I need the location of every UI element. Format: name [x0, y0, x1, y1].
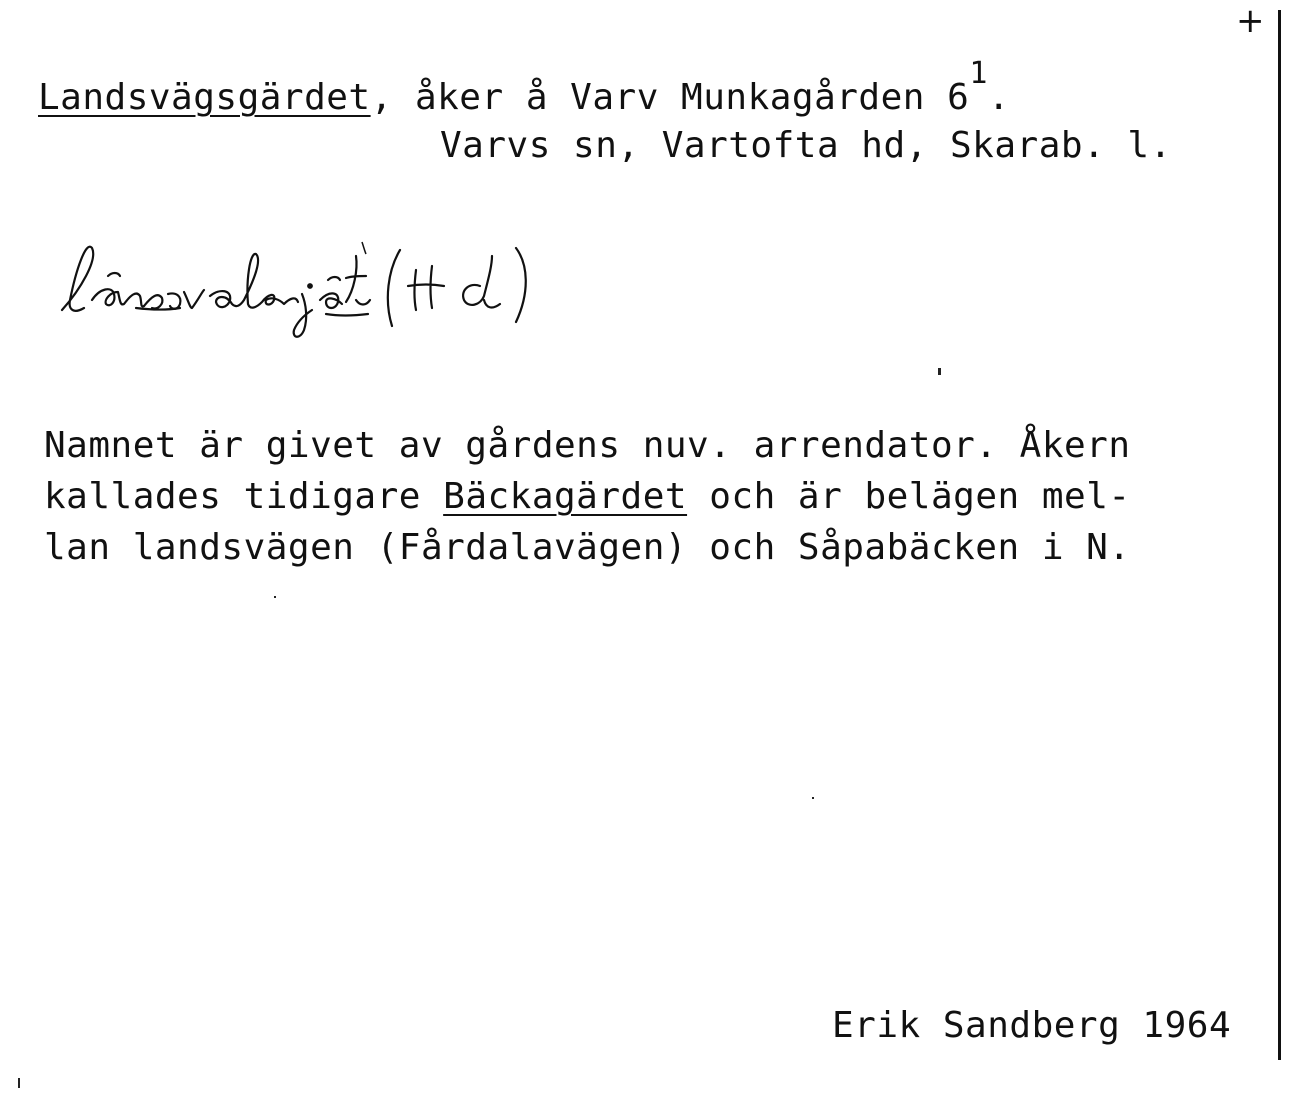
header-end-punct: . — [987, 77, 1011, 118]
header-line-1 — [38, 56, 1011, 118]
scan-speck — [18, 1078, 20, 1088]
former-name: Bäckagärdet — [443, 476, 688, 517]
body-line-3: lan landsvägen (Fårdalavägen) och Såpabäcken i N. — [44, 527, 1131, 568]
body-line-2-start: kallades tidigare — [44, 476, 444, 517]
card-right-border — [1278, 10, 1281, 1060]
headword: Landsvägsgärdet — [38, 77, 371, 118]
corner-plus-mark: + — [1236, 1, 1265, 41]
scan-speck — [274, 596, 276, 598]
handwritten-pronunciation — [40, 230, 820, 350]
signature: Erik Sandberg 1964 — [832, 1005, 1232, 1046]
body-line-1: Namnet är givet av gårdens nuv. arrendator. Åkern — [44, 425, 1131, 466]
header-line-2: Varvs sn, Vartofta hd, Skarab. l. — [440, 125, 1172, 166]
body-line-2 — [44, 476, 1131, 517]
header-location: , åker å Varv Munkagården 6 — [370, 77, 970, 118]
header-superscript: 1 — [969, 56, 988, 91]
scan-speck — [812, 797, 814, 799]
body-line-2-end: och är belägen mel- — [687, 476, 1131, 517]
scan-speck — [938, 368, 941, 375]
